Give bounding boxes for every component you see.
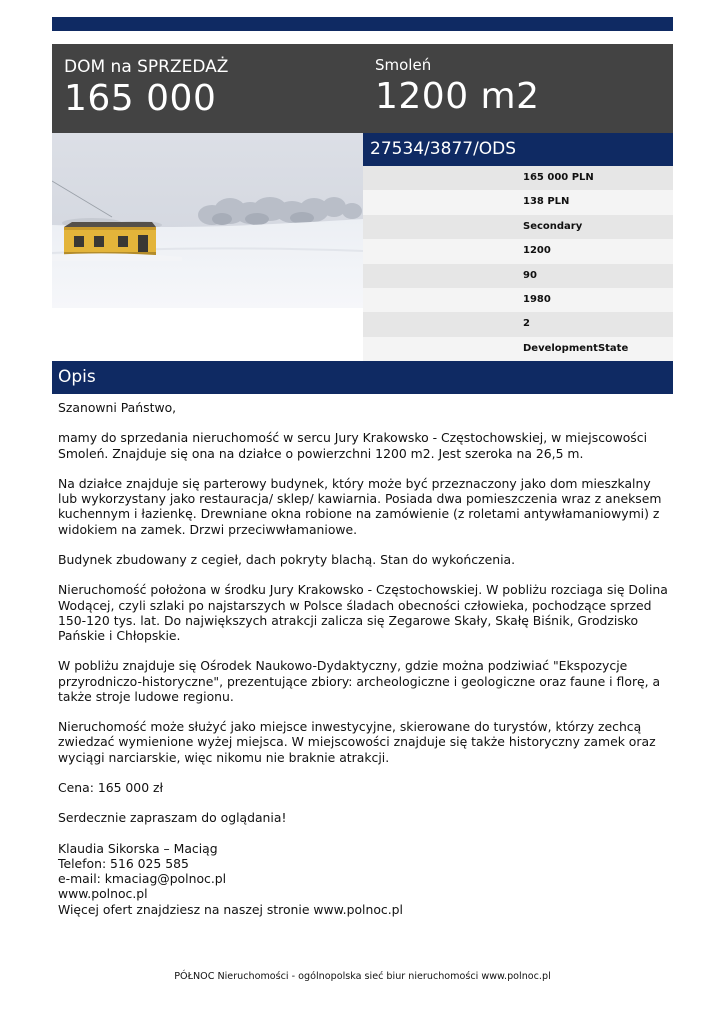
spec-table	[363, 166, 673, 361]
spec-rooms: 2	[363, 312, 673, 336]
spec-price: 165 000 PLN	[363, 166, 673, 190]
header-right	[375, 55, 540, 118]
more-offers-line: Więcej ofert znajdziesz na naszej stronie www.polnoc.pl	[58, 901, 403, 917]
description-paragraph: Nieruchomość może służyć jako miejsce inwestycyjne, skierowane do turystów, którzy zechcą zwiedzać wymienione wyżej miejsca. W miejscowości znajduje się także historyczny zamek oraz wyciągi narciarskie, więc nikomu nie braknie atrakcji.	[58, 719, 656, 765]
agent-phone: Telefon: 516 025 585	[58, 855, 189, 871]
description-paragraph: mamy do sprzedania nieruchomość w sercu Jury Krakowsko - Częstochowskiej, w miejscowości Smoleń. Znajduje się ona na działce o powierzchni 1200 m2. Jest szeroka na 26,5 m.	[58, 430, 648, 461]
reference-number: 27534/3877/ODS	[363, 133, 673, 166]
description-paragraph: Budynek zbudowany z cegieł, dach pokryty blachą. Stan do wykończenia.	[58, 551, 516, 567]
house-shape	[64, 222, 156, 255]
contact-block	[58, 841, 670, 917]
description-heading: Opis	[52, 361, 673, 394]
agency-website: www.polnoc.pl	[58, 886, 148, 902]
spec-market: Secondary	[363, 215, 673, 239]
listing-area: 1200 m2	[375, 76, 540, 117]
description-paragraph: W pobliżu znajduje się Ośrodek Naukowo-Dydaktyczny, gdzie można podziwiać "Ekspozycje przyrodniczo-historyczne", prezentujące zbiory: archeologiczne i geologiczne oraz faune i florę, a także stroje ludowe regionu.	[58, 658, 661, 704]
listing-type: DOM na SPRZEDAŻ	[64, 57, 229, 77]
description-body	[58, 400, 670, 917]
top-accent-bar	[52, 17, 673, 31]
agent-name: Klaudia Sikorska – Maciąg	[58, 840, 218, 856]
listing-price: 165 000	[64, 78, 217, 119]
header-left	[64, 56, 228, 120]
page-footer: PÓŁNOC Nieruchomości - ogólnopolska sieć biur nieruchomości www.polnoc.pl	[174, 971, 551, 982]
listing-city: Smoleń	[375, 56, 432, 74]
description-paragraph: Na działce znajduje się parterowy budynek, który może być przeznaczony jako dom mieszkalny lub wykorzystany jako restauracja/ sklep/ kawiarnia. Posiada dwa pomieszczenia wraz z aneksem kuchennym i łazienkę. Drewniane okna robione na zamówienie (z roletami antywłamaniowymi) z widokiem na zamek. Drzwi przeciwwłamaniowe.	[58, 475, 662, 537]
property-photo	[52, 133, 363, 308]
spec-plot-area: 1200	[363, 239, 673, 263]
invitation-line: Serdecznie zapraszam do oglądania!	[58, 810, 287, 826]
listing-header	[52, 44, 673, 133]
snowy-house-image	[52, 133, 363, 308]
spec-development-state: DevelopmentState	[363, 337, 673, 361]
greeting: Szanowni Państwo,	[58, 400, 177, 415]
spec-price-per-m2: 138 PLN	[363, 190, 673, 214]
spec-year-built: 1980	[363, 288, 673, 312]
description-paragraph: Nieruchomość położona w środku Jury Krakowsko - Częstochowskiej. W pobliżu rozciaga się Dolina Wodącej, czyli szlaki po najstarszych w Polsce śladach obecności człowieka, pochodzące sprzed 150-120 tys. lat. Do największych atrakcji zalicza się Zegarowe Skały, Skałę Biśnik, Grodzisko Pańskie i Chłopskie.	[58, 582, 668, 643]
price-line: Cena: 165 000 zł	[58, 779, 164, 795]
spec-usable-area: 90	[363, 264, 673, 288]
agent-email: e-mail: kmaciag@polnoc.pl	[58, 871, 227, 887]
